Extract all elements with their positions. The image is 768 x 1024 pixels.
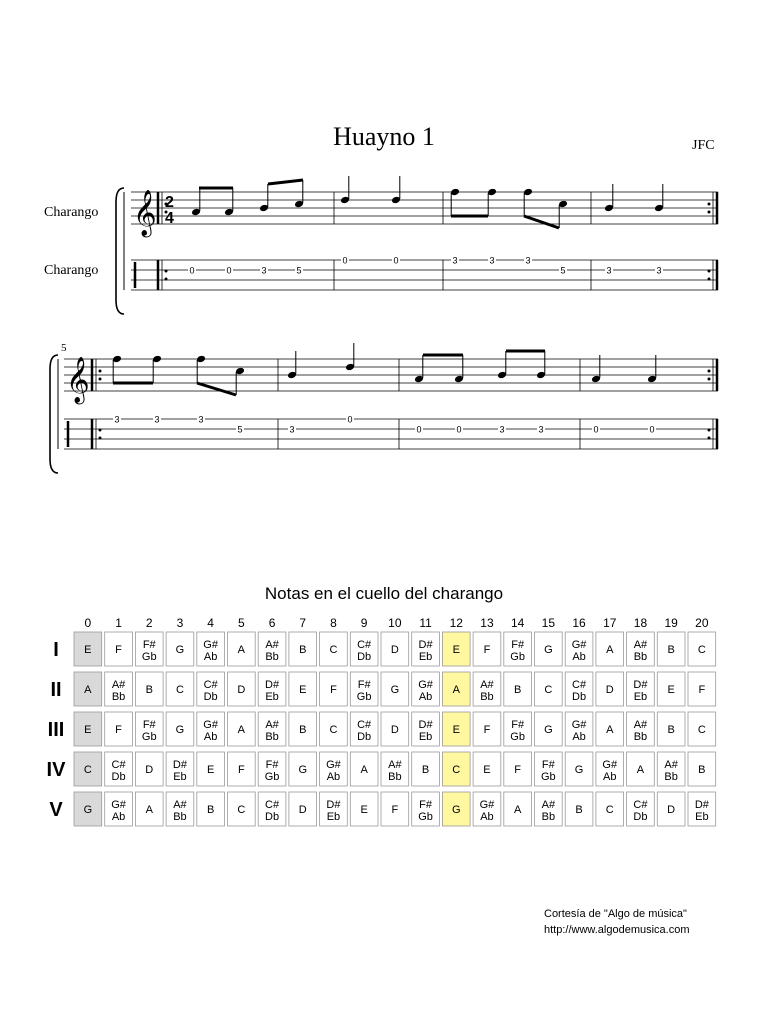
note-name-flat: Db (265, 811, 280, 823)
treble-clef: 𝄞 (66, 358, 90, 402)
note-name: B (206, 804, 215, 816)
note-name-sharp: G# (326, 759, 341, 771)
note-name: E (360, 804, 368, 816)
note-name-flat: Bb (541, 811, 556, 823)
note-name-flat: Eb (418, 651, 433, 663)
note-name-sharp: C# (633, 799, 648, 811)
note-name-sharp: F# (265, 759, 279, 771)
tab-number: 5 (560, 265, 566, 276)
note-name: B (698, 764, 706, 776)
note-name: E (84, 644, 92, 656)
fretboard-title: Notas en el cuello del charango (264, 584, 504, 603)
note-name-flat: Eb (695, 811, 709, 823)
note-name-sharp: G# (203, 639, 218, 651)
note-name: B (667, 724, 675, 736)
tab-number: 3 (606, 265, 612, 276)
note-name: E (483, 764, 491, 776)
string-label: V (49, 799, 63, 821)
note-name: E (84, 724, 92, 736)
credit-url[interactable]: http://www.algodemusica.com (544, 924, 690, 936)
tab-number: 0 (649, 424, 655, 435)
tab-number: 3 (525, 255, 531, 266)
note-name-sharp: G# (203, 719, 218, 731)
tab-number: 3 (452, 255, 458, 266)
note-name: B (421, 764, 430, 776)
note-name: A (606, 724, 614, 736)
note-name-sharp: A# (265, 719, 279, 731)
note-name: A (636, 764, 645, 776)
tab-number: 3 (489, 255, 495, 266)
note-name-sharp: G# (571, 639, 587, 651)
note-name: A (452, 684, 460, 696)
note-name-sharp: A# (265, 639, 279, 651)
note-name-sharp: F# (357, 679, 371, 691)
fret-number: 11 (419, 616, 432, 630)
note-name-flat: Ab (203, 731, 218, 743)
note-name-flat: Bb (633, 731, 648, 743)
note-name-flat: Gb (141, 731, 157, 743)
tab-number: 3 (198, 414, 204, 425)
note-name: B (575, 804, 583, 816)
fret-number: 8 (330, 616, 337, 630)
note-name-sharp: A# (111, 679, 126, 691)
fret-number: 20 (695, 616, 709, 630)
note-name: G (175, 724, 185, 736)
note-name-sharp: D# (265, 679, 280, 691)
note-name-sharp: D# (172, 759, 187, 771)
note-name-sharp: G# (479, 799, 495, 811)
tab-instrument-label: Charango (44, 263, 99, 278)
note-name: C (452, 764, 461, 776)
fret-number: 1 (115, 616, 122, 630)
note-name-sharp: G# (602, 759, 618, 771)
fret-number: 0 (84, 616, 92, 630)
fret-number: 3 (176, 616, 184, 630)
note-name-sharp: G# (418, 679, 433, 691)
note-name: E (452, 644, 460, 656)
note-name: G (83, 804, 93, 816)
note-name: B (299, 724, 307, 736)
note-name-flat: Db (111, 771, 126, 783)
tab-number: 0 (342, 255, 348, 266)
string-label: I (53, 639, 59, 661)
fret-number: 4 (207, 616, 214, 630)
note-name-flat: Gb (510, 731, 525, 743)
tab-number: 0 (456, 424, 462, 435)
note-name: C (329, 724, 338, 736)
fret-number: 9 (360, 616, 368, 630)
note-name-sharp: A# (480, 679, 494, 691)
beam (268, 180, 303, 184)
note-name: E (667, 684, 675, 696)
note-name: C (237, 804, 246, 816)
time-signature-top: 2 (165, 194, 174, 211)
note-name-flat: Eb (633, 691, 648, 703)
note-name-sharp: F# (142, 639, 156, 651)
note-name-flat: Ab (326, 771, 341, 783)
repeat-dot (708, 370, 711, 373)
fret-number: 2 (145, 616, 153, 630)
note-name: A (145, 804, 153, 816)
repeat-dot (708, 437, 711, 440)
note-name: E (299, 684, 307, 696)
note-name-sharp: D# (694, 799, 709, 811)
beam (524, 216, 559, 228)
system-bracket (116, 188, 124, 314)
fret-number: 7 (299, 616, 307, 630)
note-name-sharp: A# (664, 759, 678, 771)
note-name-flat: Eb (326, 811, 341, 823)
composer: JFC (692, 138, 715, 153)
tab-number: 0 (416, 424, 422, 435)
note-name-flat: Ab (480, 811, 494, 823)
repeat-dot (708, 270, 711, 273)
note-name-flat: Db (572, 691, 587, 703)
note-name: D (390, 644, 399, 656)
note-name-flat: Eb (173, 771, 187, 783)
tab-number: 0 (226, 265, 232, 276)
note-name: B (299, 644, 307, 656)
tab-number: 3 (114, 414, 120, 425)
repeat-dot (708, 203, 711, 206)
note-name-sharp: C# (357, 639, 372, 651)
note-name-flat: Gb (356, 691, 372, 703)
note-name-flat: Db (633, 811, 648, 823)
note-name-flat: Bb (265, 651, 279, 663)
tab-number: 5 (237, 424, 243, 435)
treble-clef: 𝄞 (133, 191, 157, 235)
note-name: D (390, 724, 399, 736)
note-name: E (452, 724, 460, 736)
note-name-sharp: A# (173, 799, 187, 811)
fret-number: 14 (510, 616, 525, 630)
note-name-flat: Ab (572, 731, 586, 743)
fret-number: 16 (572, 616, 586, 630)
note-name: F (391, 804, 399, 816)
note-name-sharp: D# (418, 639, 433, 651)
note-name: C (175, 684, 184, 696)
note-name: D (667, 804, 676, 816)
repeat-dot (99, 370, 102, 373)
system-1 (116, 176, 718, 314)
repeat-dot (99, 429, 102, 432)
repeat-dot (708, 378, 711, 381)
note-name: C (697, 644, 706, 656)
note-name: G (544, 724, 553, 736)
note-name-sharp: G# (111, 799, 126, 811)
note-name-flat: Ab (572, 651, 586, 663)
note-name-sharp: A# (541, 799, 556, 811)
note-name-flat: Bb (265, 731, 279, 743)
system-bracket (50, 355, 58, 473)
note-name-flat: Ab (418, 691, 433, 703)
fret-number: 13 (480, 616, 494, 630)
repeat-dot (165, 278, 168, 281)
note-name-sharp: C# (572, 679, 587, 691)
credit-line-1: Cortesía de "Algo de música" (544, 908, 687, 920)
fret-number: 6 (268, 616, 276, 630)
note-name: B (667, 644, 675, 656)
note-name-sharp: G# (571, 719, 587, 731)
note-name: G (574, 764, 584, 776)
tab-number: 0 (393, 255, 399, 266)
note-name: C (544, 684, 553, 696)
note-name: F (483, 724, 491, 736)
note-name-sharp: F# (541, 759, 555, 771)
note-name: A (84, 684, 92, 696)
note-name: F (698, 684, 706, 696)
note-name-sharp: A# (633, 639, 648, 651)
note-name: D (237, 684, 246, 696)
note-name-flat: Ab (111, 811, 126, 823)
measure-number: 5 (61, 342, 67, 354)
score-title: Huayno 1 (333, 122, 435, 151)
note-name: A (513, 804, 522, 816)
note-name-flat: Gb (264, 771, 280, 783)
note-name: F (330, 684, 337, 696)
fret-number: 15 (541, 616, 556, 630)
note-name: G (544, 644, 553, 656)
tab-number: 0 (189, 265, 195, 276)
fretboard-chart (0, 610, 768, 840)
tab-number: 3 (499, 424, 505, 435)
fret-number: 19 (664, 616, 678, 630)
note-name-sharp: C# (111, 759, 126, 771)
note-name-flat: Bb (173, 811, 187, 823)
tab-number: 3 (656, 265, 662, 276)
note-name-flat: Bb (388, 771, 402, 783)
note-name-flat: Db (357, 731, 372, 743)
note-name: C (83, 764, 92, 776)
note-name: F (237, 764, 245, 776)
note-name: F (115, 724, 122, 736)
note-name: C (697, 724, 706, 736)
note-name: A (237, 724, 246, 736)
note-name-flat: Bb (633, 651, 648, 663)
note-name-flat: Bb (664, 771, 678, 783)
note-name-flat: Gb (418, 811, 433, 823)
note-name-flat: Bb (111, 691, 126, 703)
string-label: IV (46, 759, 66, 781)
string-label: II (50, 679, 62, 701)
note-name: A (237, 644, 246, 656)
note-name: D (298, 804, 307, 816)
note-name-sharp: A# (633, 719, 648, 731)
repeat-dot (99, 378, 102, 381)
staff-instrument-label: Charango (44, 205, 99, 220)
repeat-dot (99, 437, 102, 440)
note-name-sharp: F# (511, 719, 525, 731)
note-name: C (605, 804, 614, 816)
tab-number: 3 (154, 414, 160, 425)
note-name: F (483, 644, 491, 656)
note-name: G (451, 804, 461, 816)
note-name-flat: Bb (480, 691, 494, 703)
note-name: G (390, 684, 400, 696)
note-name-flat: Ab (603, 771, 617, 783)
repeat-dot (708, 278, 711, 281)
repeat-dot (708, 429, 711, 432)
note-name-flat: Eb (265, 691, 279, 703)
note-name: B (145, 684, 153, 696)
time-signature-bottom: 4 (165, 210, 174, 227)
tab-number: 0 (347, 414, 353, 425)
note-name: E (206, 764, 215, 776)
note-name-sharp: D# (633, 679, 648, 691)
tab-number: 3 (538, 424, 544, 435)
note-name-flat: Eb (418, 731, 433, 743)
note-name-sharp: C# (357, 719, 372, 731)
fret-number: 10 (388, 616, 402, 630)
note-name: B (513, 684, 522, 696)
note-name: C (329, 644, 338, 656)
note-name-sharp: C# (203, 679, 218, 691)
note-name-flat: Db (357, 651, 372, 663)
repeat-dot (165, 270, 168, 273)
note-name: D (145, 764, 154, 776)
fret-number: 17 (603, 616, 617, 630)
note-name-flat: Gb (541, 771, 556, 783)
note-name-flat: Gb (141, 651, 157, 663)
note-name-sharp: F# (419, 799, 432, 811)
tab-number: 0 (593, 424, 599, 435)
fret-number: 12 (449, 616, 463, 630)
fret-number: 5 (238, 616, 245, 630)
tab-number: 3 (289, 424, 295, 435)
note-name-sharp: D# (326, 799, 341, 811)
note-name: F (514, 764, 522, 776)
note-name-sharp: A# (388, 759, 402, 771)
beam (197, 383, 236, 395)
note-name: F (115, 644, 122, 656)
note-name-sharp: F# (511, 639, 525, 651)
note-name-flat: Ab (203, 651, 218, 663)
note-name: A (606, 644, 614, 656)
note-name-flat: Gb (510, 651, 525, 663)
string-label: III (47, 719, 65, 741)
note-name-sharp: D# (418, 719, 433, 731)
tab-number: 5 (296, 265, 302, 276)
note-name-flat: Db (203, 691, 218, 703)
system-2 (50, 343, 718, 473)
note-name: D (605, 684, 614, 696)
note-name-sharp: F# (142, 719, 156, 731)
repeat-dot (708, 211, 711, 214)
note-name: G (298, 764, 308, 776)
note-name: A (360, 764, 368, 776)
note-name-sharp: C# (265, 799, 280, 811)
fret-number: 18 (633, 616, 648, 630)
tab-number: 3 (261, 265, 267, 276)
note-name: G (175, 644, 185, 656)
